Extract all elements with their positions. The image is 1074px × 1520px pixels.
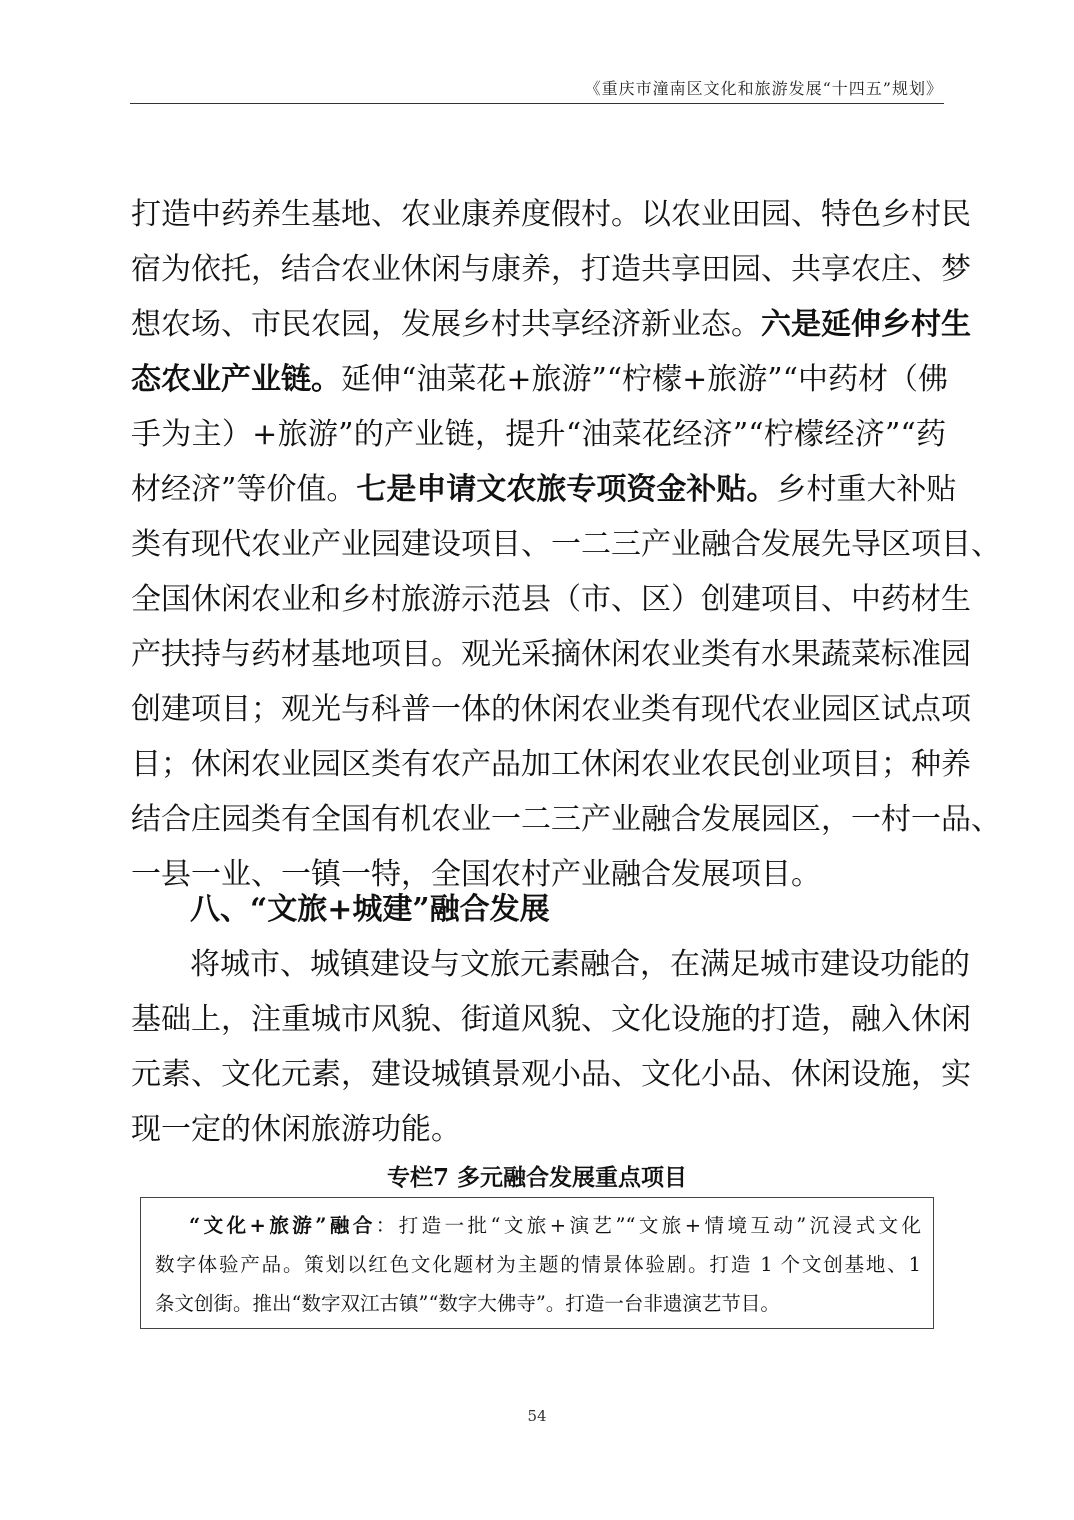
body-line-13: 一县一业、一镇一特，全国农村产业融合发展项目。 [131,857,821,892]
body-line-11: 目；休闲农业园区类有农产品加工休闲农业农民创业项目；种养 [131,747,971,782]
section-line-2: 基础上，注重城市风貌、街道风貌、文化设施的打造，融入休闲 [131,1002,971,1037]
bold-phrase: 七是申请文农旅专项资金补贴。 [356,472,777,507]
body-line-2: 宿为依托，结合农业休闲与康养，打造共享田园、共享农庄、梦 [131,252,971,287]
body-line-6 [131,470,957,510]
project-box [140,1197,934,1329]
box-line-2: 数字体验产品。策划以红色文化题材为主题的情景体验剧。打造 1 个文创基地、1 [155,1253,921,1276]
section-line-4: 现一定的休闲旅游功能。 [131,1112,461,1147]
running-header: 《重庆市潼南区文化和旅游发展“十四五”规划》 [584,79,943,98]
body-line-9: 产扶持与药材基地项目。观光采摘休闲农业类有水果蔬菜标准园 [131,637,971,672]
section-line-1: 将城市、城镇建设与文旅元素融合，在满足城市建设功能的 [190,947,970,982]
box-line-3: 条文创街。推出“数字双江古镇”“数字大佛寺”。打造一台非遗演艺节目。 [155,1292,780,1315]
body-line-8: 全国休闲农业和乡村旅游示范县（市、区）创建项目、中药材生 [131,582,971,617]
bold-phrase: 六是延伸乡村生 [761,307,971,342]
body-text: 延伸“油菜花+旅游”“柠檬+旅游”“中药材（佛 [341,362,948,397]
box-title: 专栏7 多元融合发展重点项目 [386,1164,687,1191]
body-line-1: 打造中药养生基地、农业康养度假村。以农业田园、特色乡村民 [131,197,971,232]
body-line-7: 类有现代农业产业园建设项目、一二三产业融合发展先导区项目、 [131,527,1001,562]
body-line-3 [131,305,971,345]
section-line-3: 元素、文化元素，建设城镇景观小品、文化小品、休闲设施，实 [131,1057,971,1092]
body-line-10: 创建项目；观光与科普一体的休闲农业类有现代农业园区试点项 [131,692,971,727]
section-heading: 八、“文旅+城建”融合发展 [190,892,550,927]
body-text: 想农场、市民农园，发展乡村共享经济新业态。 [131,307,761,342]
body-line-4 [131,360,946,400]
header-divider [130,103,944,104]
body-line-12: 结合庄园类有全国有机农业一二三产业融合发展园区，一村一品、 [131,802,1001,837]
box-text: ：打造一批“文旅+演艺”“文旅+情境互动”沉浸式文化 [375,1214,921,1237]
body-line-5: 手为主）+旅游”的产业链，提升“油菜花经济”“柠檬经济”“药 [131,417,946,452]
bold-phrase: 态农业产业链。 [131,362,341,397]
body-text: 乡村重大补贴 [776,472,957,507]
box-label: “文化+旅游”融合 [189,1214,376,1237]
page-number: 54 [527,1407,547,1425]
body-text: 材经济”等价值。 [131,472,357,507]
box-line-1 [189,1208,921,1244]
